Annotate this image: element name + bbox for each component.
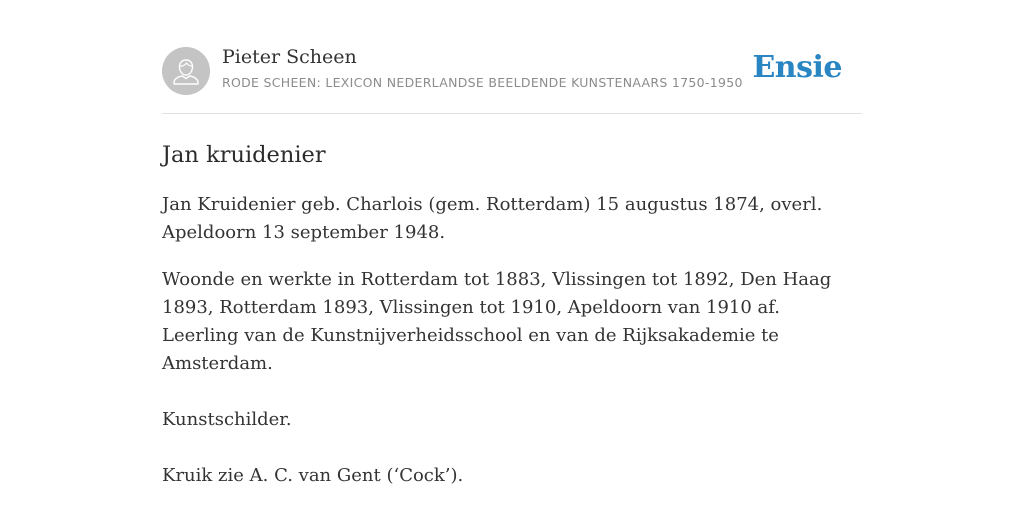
source-title[interactable]: RODE SCHEEN: LEXICON NEDERLANDSE BEELDENDE KUNSTENAARS 1750-1950	[222, 75, 743, 90]
paragraph-profession: Kunstschilder.	[162, 409, 292, 430]
paragraph-cross-reference: Kruik zie A. C. van Gent (‘Cock’).	[162, 465, 464, 486]
article-card	[162, 44, 862, 490]
author-name[interactable]: Pieter Scheen	[222, 46, 357, 68]
author-avatar[interactable]	[162, 47, 210, 95]
article-title: Jan kruidenier	[162, 142, 326, 168]
user-icon	[162, 47, 210, 95]
paragraph-residence: Woonde en werkte in Rotterdam tot 1883, Vlissingen tot 1892, Den Haag 1893, Rotterdam 1893, Vlissingen tot 1910, Apeldoorn van 1910 af. Leerling van de Kunstnijverheidsschool en van de Rijksakademie te Amsterdam.	[162, 269, 832, 374]
paragraph-biography: Jan Kruidenier geb. Charlois (gem. Rotterdam) 15 augustus 1874, overl. Apeldoorn 13 september 1948.	[162, 194, 823, 243]
article-body	[162, 191, 862, 490]
article-header	[162, 44, 862, 114]
ensie-logo[interactable]: Ensie	[752, 50, 842, 85]
